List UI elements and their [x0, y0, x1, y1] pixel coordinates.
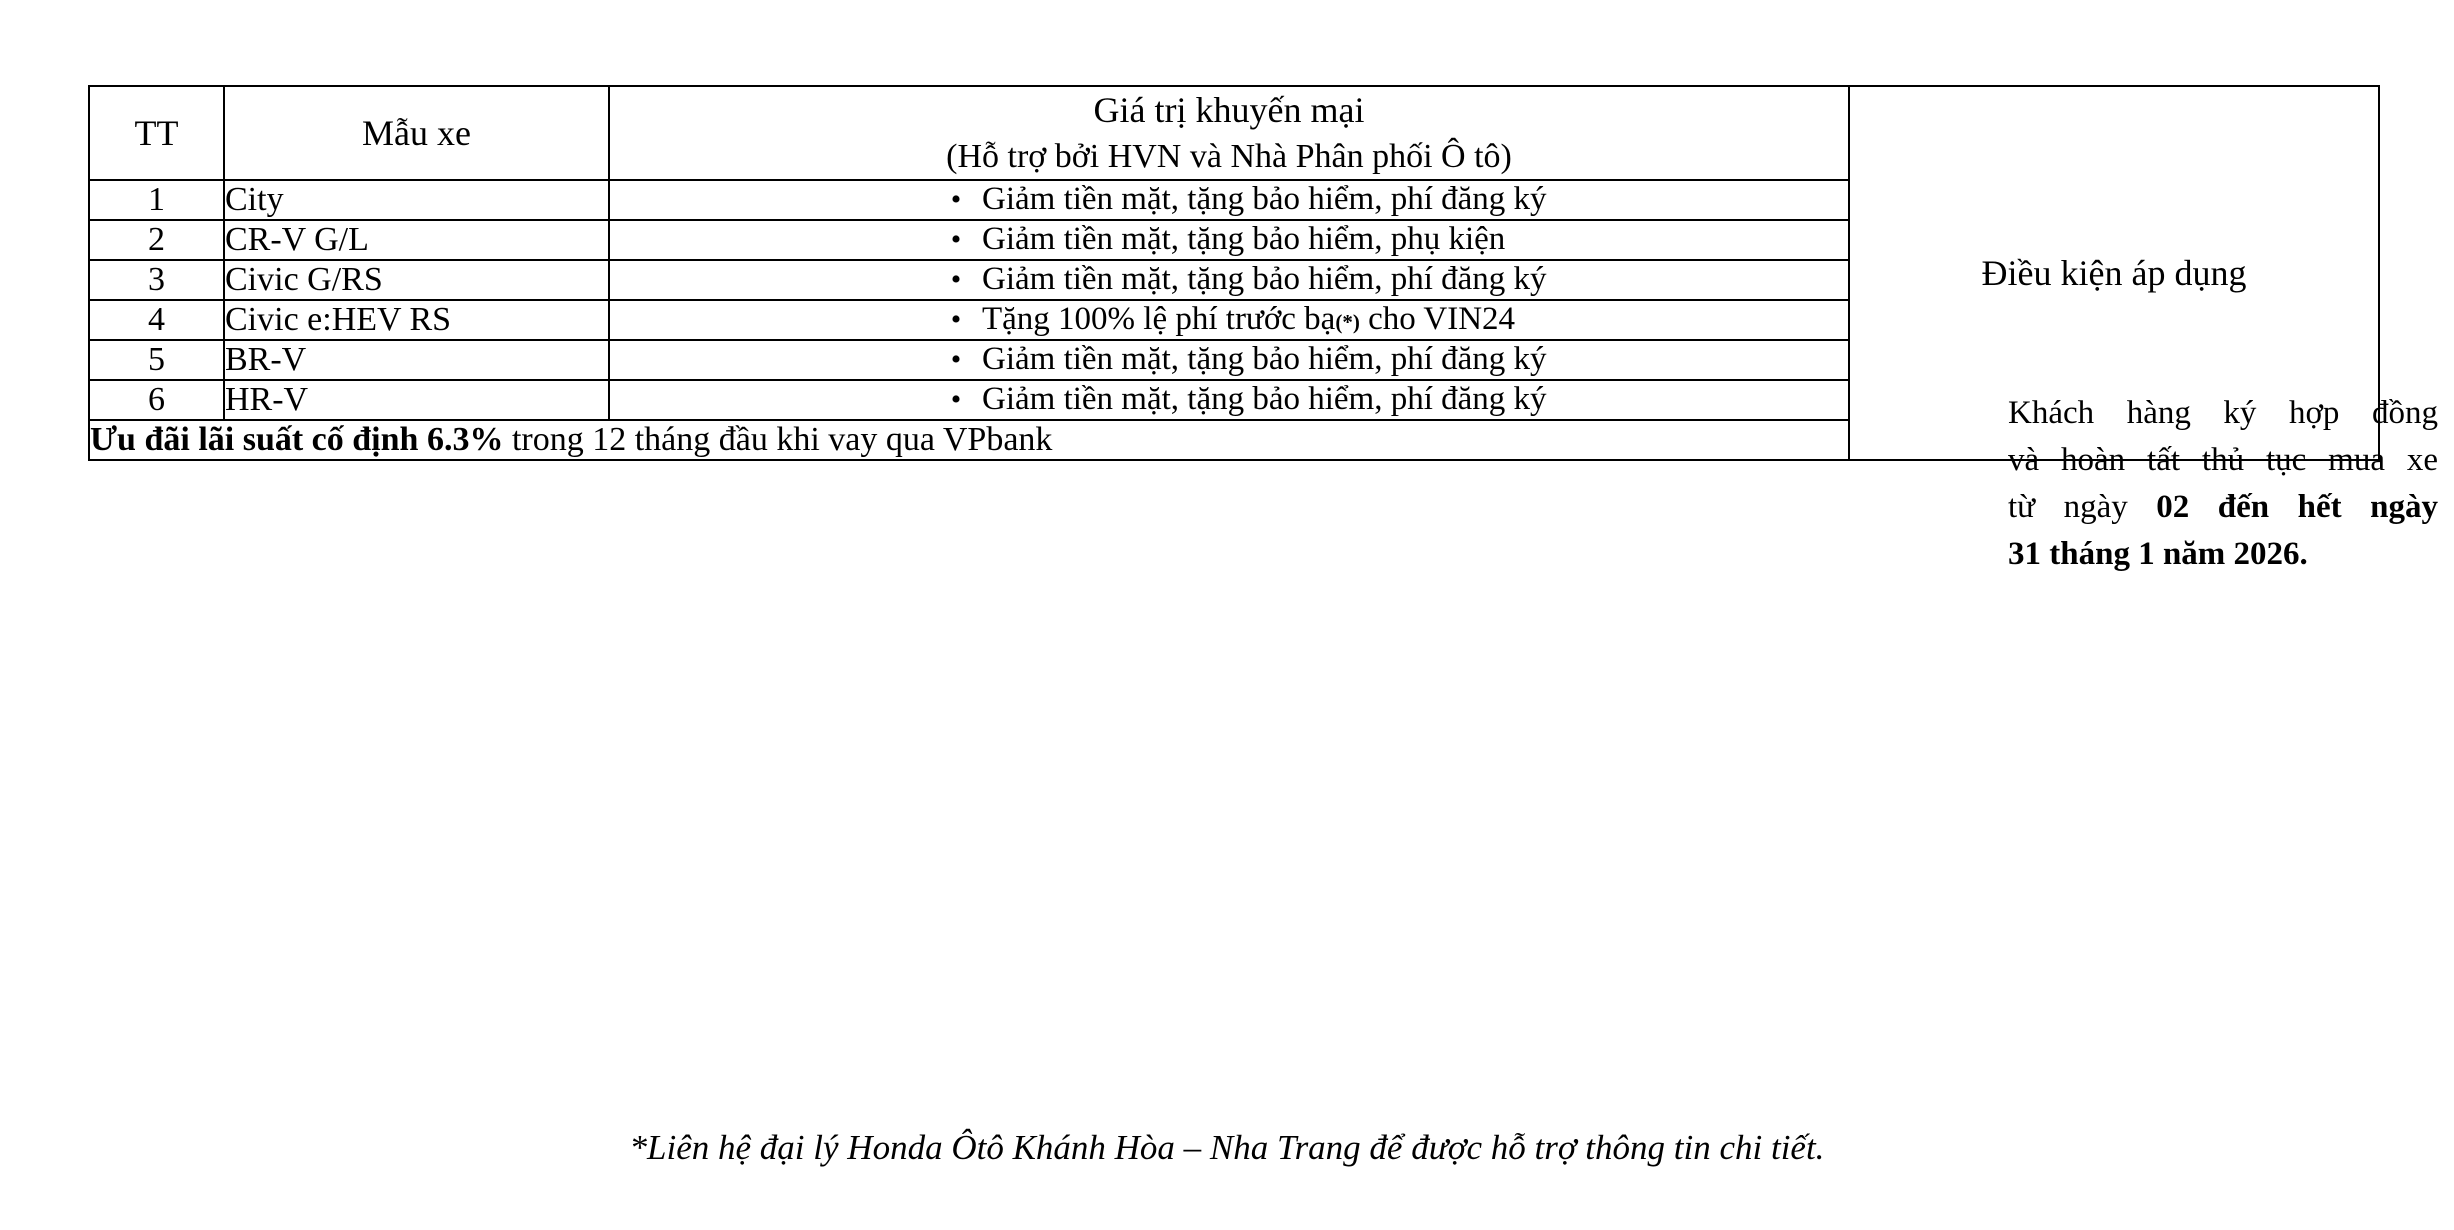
- bullet-icon: •: [950, 343, 962, 377]
- header-promotion-sub: (Hỗ trợ bởi HVN và Nhà Phân phối Ô tô): [946, 138, 1512, 176]
- row-promotion: [609, 220, 1849, 260]
- condition-line-1: Khách hàng ký hợp đồng: [2008, 395, 2438, 431]
- asterisk-marker: (*): [1335, 310, 1360, 335]
- row-promotion: [609, 340, 1849, 380]
- row-index: 1: [89, 180, 224, 220]
- row-index: 3: [89, 260, 224, 300]
- condition-line-2: và hoàn tất thủ tục mua xe: [2008, 441, 2438, 478]
- row-model: BR-V: [224, 340, 609, 380]
- bullet-icon: •: [950, 303, 962, 337]
- interest-rate-text: trong 12 tháng đầu khi vay qua VPbank: [503, 420, 1053, 458]
- row-promotion: [609, 300, 1849, 340]
- header-promotion: [609, 86, 1849, 180]
- table-header-row: [89, 86, 2379, 180]
- interest-rate-highlight: Ưu đãi lãi suất cố định 6.3%: [90, 420, 504, 458]
- row-index: 6: [89, 380, 224, 420]
- condition-line-4: [2008, 531, 2438, 578]
- condition-title: Điều kiện áp dụng: [1981, 252, 2247, 293]
- header-tt: TT: [89, 86, 224, 180]
- bullet-icon: •: [950, 263, 962, 297]
- condition-line-3-plain: từ ngày: [2008, 488, 2157, 525]
- row-promotion-suffix: cho VIN24: [1368, 301, 1516, 338]
- bullet-icon: •: [950, 383, 962, 417]
- footnote: *Liên hệ đại lý Honda Ôtô Khánh Hòa – Nha Trang để được hỗ trợ thông tin chi tiết.: [629, 1128, 1825, 1167]
- condition-body: [2008, 390, 2438, 577]
- row-promotion-text: Giảm tiền mặt, tặng bảo hiểm, phí đăng ký: [982, 181, 1547, 218]
- header-model: Mẫu xe: [224, 86, 609, 180]
- row-model: Civic G/RS: [224, 260, 609, 300]
- condition-line-4-bold: 31 tháng 1 năm 2026.: [2008, 535, 2308, 572]
- row-model: Civic e:HEV RS: [224, 300, 609, 340]
- bullet-icon: •: [950, 183, 962, 217]
- row-index: 4: [89, 300, 224, 340]
- condition-line-3-bold: 02 đến hết ngày: [2156, 488, 2439, 525]
- interest-rate-cell: [89, 420, 1849, 460]
- row-index: 5: [89, 340, 224, 380]
- row-promotion-text: Giảm tiền mặt, tặng bảo hiểm, phí đăng ký: [982, 341, 1547, 378]
- row-model: CR-V G/L: [224, 220, 609, 260]
- condition-line-3: [2008, 484, 2438, 531]
- row-promotion: [609, 260, 1849, 300]
- row-promotion: [609, 380, 1849, 420]
- row-promotion-text: Giảm tiền mặt, tặng bảo hiểm, phí đăng ký: [982, 261, 1547, 298]
- row-model: HR-V: [224, 380, 609, 420]
- row-promotion-text: Giảm tiền mặt, tặng bảo hiểm, phụ kiện: [982, 221, 1506, 258]
- row-index: 2: [89, 220, 224, 260]
- row-promotion-text: Tặng 100% lệ phí trước bạ: [982, 301, 1336, 338]
- bullet-icon: •: [950, 223, 962, 257]
- row-promotion: [609, 180, 1849, 220]
- row-promotion-text: Giảm tiền mặt, tặng bảo hiểm, phí đăng ký: [982, 381, 1547, 418]
- header-promotion-main: Giá trị khuyến mại: [1093, 90, 1365, 130]
- row-model: City: [224, 180, 609, 220]
